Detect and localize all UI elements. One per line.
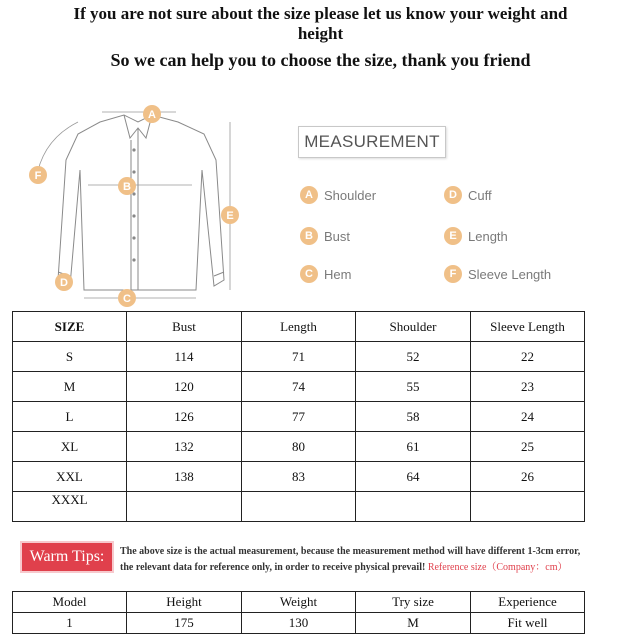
table-cell: 25: [471, 432, 585, 462]
table-cell: 80: [242, 432, 356, 462]
legend-label: Bust: [324, 228, 351, 244]
table-cell: 132: [127, 432, 242, 462]
table-cell: 77: [242, 402, 356, 432]
table-cell: 71: [242, 342, 356, 372]
warm-tips-text: [120, 544, 640, 576]
legend-shoulder: [300, 186, 376, 204]
table-cell: L: [13, 402, 127, 432]
legend-label: Sleeve Length: [468, 266, 552, 282]
table-cell: 26: [471, 462, 585, 492]
table-cell: [242, 492, 356, 522]
table-cell: 130: [242, 613, 356, 634]
table-cell: 138: [127, 462, 242, 492]
legend-badge: F: [444, 265, 462, 283]
header-shoulder: Shoulder: [356, 312, 471, 342]
header-experience: Experience: [471, 592, 585, 613]
table-header-row: [13, 592, 585, 613]
table-row: [13, 613, 585, 634]
legend-hem: [300, 265, 351, 283]
header-bust: Bust: [127, 312, 242, 342]
badge-f: F: [34, 170, 42, 182]
table-cell: [127, 492, 242, 522]
table-row: [13, 462, 585, 492]
legend-label: Hem: [324, 266, 352, 282]
header-height: Height: [127, 592, 242, 613]
header-length: Length: [242, 312, 356, 342]
table-cell: Fit well: [471, 613, 585, 634]
legend-label: Shoulder: [324, 187, 377, 203]
table-cell: 24: [471, 402, 585, 432]
size-chart-table: [12, 311, 585, 522]
legend-bust: [300, 227, 350, 245]
table-cell: 120: [127, 372, 242, 402]
warm-tips-line-2: [120, 560, 640, 576]
badge-a: A: [148, 109, 156, 121]
badge-c: C: [123, 293, 131, 305]
table-cell: 126: [127, 402, 242, 432]
warm-tips-label: Warm Tips:: [22, 543, 112, 571]
table-cell: 52: [356, 342, 471, 372]
model-fit-table: [12, 591, 585, 634]
table-cell: 55: [356, 372, 471, 402]
table-cell: 1: [13, 613, 127, 634]
badge-b: B: [123, 181, 131, 193]
table-cell: 23: [471, 372, 585, 402]
table-cell: 22: [471, 342, 585, 372]
table-row: [13, 432, 585, 462]
table-row: [13, 372, 585, 402]
table-row: [13, 402, 585, 432]
header-model: Model: [13, 592, 127, 613]
header-note: [0, 4, 641, 44]
legend-label: Cuff: [468, 187, 492, 203]
header-size: SIZE: [13, 312, 127, 342]
table-cell: 83: [242, 462, 356, 492]
header-try-size: Try size: [356, 592, 471, 613]
shirt-measurement-diagram: [18, 100, 263, 312]
badge-e: E: [226, 210, 234, 222]
table-cell: 61: [356, 432, 471, 462]
table-cell: M: [13, 372, 127, 402]
table-row: [13, 342, 585, 372]
table-cell: 58: [356, 402, 471, 432]
header-line-2: So we can help you to choose the size, thank you friend: [110, 50, 531, 70]
measurement-title: MEASUREMENT: [298, 126, 446, 158]
legend-badge: C: [300, 265, 318, 283]
table-cell: XXL: [13, 462, 127, 492]
table-cell: XXXL: [13, 492, 127, 522]
table-cell: [356, 492, 471, 522]
legend-cuff: [444, 186, 492, 204]
legend-length: [444, 227, 508, 245]
table-cell: 175: [127, 613, 242, 634]
table-cell: 74: [242, 372, 356, 402]
table-cell: 64: [356, 462, 471, 492]
table-header-row: [13, 312, 585, 342]
legend-badge: D: [444, 186, 462, 204]
table-cell: M: [356, 613, 471, 634]
legend-badge: B: [300, 227, 318, 245]
legend-sleeve-length: [444, 265, 551, 283]
table-cell: XL: [13, 432, 127, 462]
legend-label: Length: [468, 228, 508, 244]
legend-badge: A: [300, 186, 318, 204]
header-line-1b: height: [297, 24, 344, 43]
warm-tips-line-2-text: the relevant data for reference only, in order to receive physical prevail!: [120, 562, 426, 573]
legend-badge: E: [444, 227, 462, 245]
reference-size-note: Reference size（Company：cm）: [427, 562, 568, 573]
header-sleeve-length: Sleeve Length: [471, 312, 585, 342]
table-cell: [471, 492, 585, 522]
table-row: [13, 492, 585, 522]
table-cell: S: [13, 342, 127, 372]
warm-tips-line-1: The above size is the actual measurement, because the measurement method will have different 1-3cm error,: [120, 546, 581, 557]
badge-d: D: [60, 277, 68, 289]
header-line-1: If you are not sure about the size please let us know your weight and: [73, 4, 568, 23]
table-cell: 114: [127, 342, 242, 372]
header-weight: Weight: [242, 592, 356, 613]
